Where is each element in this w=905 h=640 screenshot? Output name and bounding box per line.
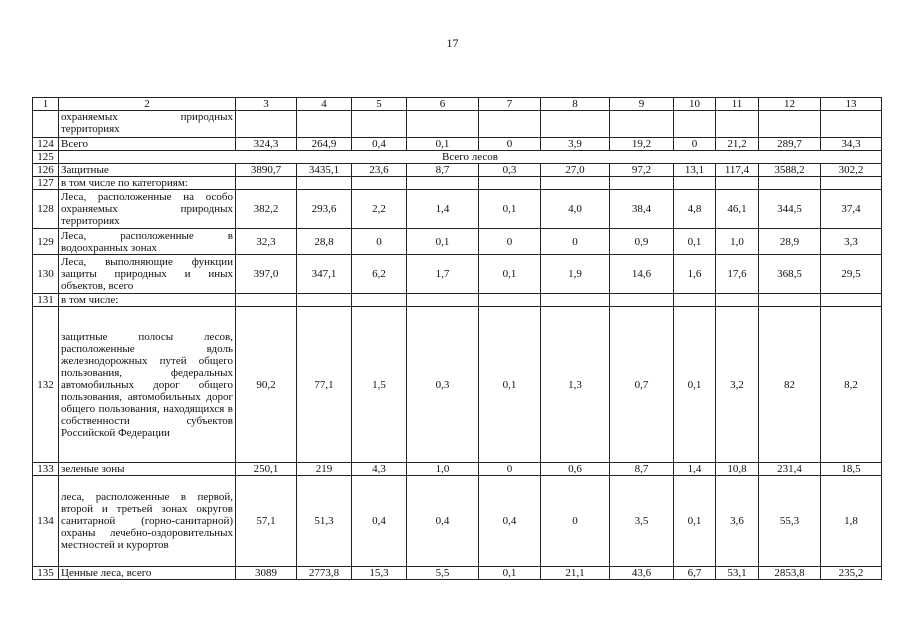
cell-value: 0,4 <box>407 476 479 567</box>
continuation-row <box>33 111 882 138</box>
cell-value: 0,9 <box>610 229 674 255</box>
cell-value: 289,7 <box>759 138 821 151</box>
row-label: Леса, расположенные на особо охраняемых природных территориях <box>59 190 236 229</box>
cell-value <box>821 294 882 307</box>
cell-value: 10,8 <box>716 463 759 476</box>
column-header: 7 <box>479 98 541 111</box>
cell-value: 0 <box>479 229 541 255</box>
cell-value: 17,6 <box>716 255 759 294</box>
cell-value: 0,7 <box>610 307 674 463</box>
row-number: 131 <box>33 294 59 307</box>
column-header: 12 <box>759 98 821 111</box>
column-header-row <box>33 98 882 111</box>
table-row <box>33 151 882 164</box>
cell-value: 3,6 <box>716 476 759 567</box>
cell-value: 0,1 <box>407 229 479 255</box>
cell-value: 3089 <box>236 567 297 580</box>
cell-value <box>352 177 407 190</box>
cell-value <box>610 294 674 307</box>
row-label: Всего <box>59 138 236 151</box>
cell-value <box>407 177 479 190</box>
table-row <box>33 567 882 580</box>
row-label: защитные полосы лесов, расположенные вдоль железнодорожных путей общего пользования, федеральных автомобильных дорог общего пользования, автомобильных дорог общего пользования, находящихся в собственности субъектов Российской Федерации <box>59 307 236 463</box>
cell-value: 219 <box>297 463 352 476</box>
cell-value: 0,6 <box>541 463 610 476</box>
cell-value <box>674 294 716 307</box>
cell-value: 0,3 <box>479 164 541 177</box>
cell-value <box>297 177 352 190</box>
row-number: 127 <box>33 177 59 190</box>
cell-value: 0,1 <box>479 567 541 580</box>
cell-value: 382,2 <box>236 190 297 229</box>
row-number <box>33 111 59 138</box>
cell-value: 21,1 <box>541 567 610 580</box>
page-number: 17 <box>446 36 459 50</box>
row-number: 134 <box>33 476 59 567</box>
column-header: 4 <box>297 98 352 111</box>
cell-value: 1,4 <box>674 463 716 476</box>
cell-value: 117,4 <box>716 164 759 177</box>
row-number: 125 <box>33 151 59 164</box>
cell-value: 29,5 <box>821 255 882 294</box>
cell-value <box>716 177 759 190</box>
cell-value: 21,2 <box>716 138 759 151</box>
column-header: 13 <box>821 98 882 111</box>
cell-value: 1,0 <box>407 463 479 476</box>
column-header: 10 <box>674 98 716 111</box>
cell-value: 368,5 <box>759 255 821 294</box>
cell-value: 14,6 <box>610 255 674 294</box>
cell-value: 0,4 <box>352 138 407 151</box>
cell-value: 1,9 <box>541 255 610 294</box>
cell-value: 23,6 <box>352 164 407 177</box>
continuation-label: охраняемых природных территориях <box>59 111 236 138</box>
cell-value: 77,1 <box>297 307 352 463</box>
table-row <box>33 307 882 463</box>
cell-value: 8,2 <box>821 307 882 463</box>
cell-value: 2853,8 <box>759 567 821 580</box>
cell-value: 4,3 <box>352 463 407 476</box>
row-label: Леса, расположенные в водоохранных зонах <box>59 229 236 255</box>
cell-value: 0,1 <box>479 190 541 229</box>
cell-value: 0 <box>479 138 541 151</box>
table-row <box>33 463 882 476</box>
cell-value <box>610 177 674 190</box>
cell-value: 2773,8 <box>297 567 352 580</box>
cell-value: 0 <box>674 138 716 151</box>
table-row <box>33 229 882 255</box>
cell-value: 4,0 <box>541 190 610 229</box>
cell-value <box>759 177 821 190</box>
cell-value: 6,2 <box>352 255 407 294</box>
cell-value: 0,1 <box>407 138 479 151</box>
row-label: Ценные леса, всего <box>59 567 236 580</box>
cell-value: 3,5 <box>610 476 674 567</box>
cell-value: 3588,2 <box>759 164 821 177</box>
cell-value: 0 <box>541 229 610 255</box>
cell-value: 0,1 <box>479 307 541 463</box>
column-header: 3 <box>236 98 297 111</box>
table-row <box>33 294 882 307</box>
cell-value: 250,1 <box>236 463 297 476</box>
cell-value: 324,3 <box>236 138 297 151</box>
cell-value <box>479 177 541 190</box>
cell-value: 34,3 <box>821 138 882 151</box>
row-label: Защитные <box>59 164 236 177</box>
cell-value <box>297 294 352 307</box>
cell-value: 19,2 <box>610 138 674 151</box>
column-header: 9 <box>610 98 674 111</box>
column-header: 1 <box>33 98 59 111</box>
cell-value: 0,1 <box>674 476 716 567</box>
cell-value: 28,8 <box>297 229 352 255</box>
cell-value <box>541 177 610 190</box>
cell-value: 32,3 <box>236 229 297 255</box>
cell-value: 53,1 <box>716 567 759 580</box>
column-header: 8 <box>541 98 610 111</box>
row-number: 129 <box>33 229 59 255</box>
cell-value <box>674 177 716 190</box>
cell-value: 43,6 <box>610 567 674 580</box>
cell-value: 1,5 <box>352 307 407 463</box>
cell-value: 5,5 <box>407 567 479 580</box>
cell-value <box>479 294 541 307</box>
table-row <box>33 164 882 177</box>
cell-value: 0 <box>541 476 610 567</box>
cell-value: 0 <box>352 229 407 255</box>
cell-value: 3890,7 <box>236 164 297 177</box>
cell-value: 3,2 <box>716 307 759 463</box>
cell-value: 231,4 <box>759 463 821 476</box>
cell-value: 97,2 <box>610 164 674 177</box>
cell-value <box>236 294 297 307</box>
cell-value: 344,5 <box>759 190 821 229</box>
cell-value: 4,8 <box>674 190 716 229</box>
cell-value: 0,4 <box>479 476 541 567</box>
cell-value: 302,2 <box>821 164 882 177</box>
cell-value: 264,9 <box>297 138 352 151</box>
cell-value: 235,2 <box>821 567 882 580</box>
cell-value: 13,1 <box>674 164 716 177</box>
cell-value: 1,3 <box>541 307 610 463</box>
cell-value: 18,5 <box>821 463 882 476</box>
cell-value: 0 <box>479 463 541 476</box>
row-number: 124 <box>33 138 59 151</box>
cell-value: 8,7 <box>407 164 479 177</box>
cell-value <box>352 294 407 307</box>
cell-value: 82 <box>759 307 821 463</box>
cell-value: 90,2 <box>236 307 297 463</box>
row-label: леса, расположенные в первой, второй и третьей зонах округов санитарной (горно-санитарной) охраны лечебно-оздоровительных местностей и курортов <box>59 476 236 567</box>
section-heading: Всего лесов <box>59 151 882 164</box>
row-label: Леса, выполняющие функции защиты природных и иных объектов, всего <box>59 255 236 294</box>
cell-value <box>541 294 610 307</box>
row-number: 126 <box>33 164 59 177</box>
cell-value: 37,4 <box>821 190 882 229</box>
column-header: 2 <box>59 98 236 111</box>
cell-value: 293,6 <box>297 190 352 229</box>
table-row <box>33 476 882 567</box>
cell-value <box>407 294 479 307</box>
cell-value: 1,4 <box>407 190 479 229</box>
row-label: в том числе: <box>59 294 236 307</box>
cell-value: 0,1 <box>479 255 541 294</box>
cell-value: 0,1 <box>674 307 716 463</box>
cell-value: 3,3 <box>821 229 882 255</box>
cell-value: 3,9 <box>541 138 610 151</box>
row-number: 135 <box>33 567 59 580</box>
cell-value: 0,1 <box>674 229 716 255</box>
row-number: 128 <box>33 190 59 229</box>
cell-value: 46,1 <box>716 190 759 229</box>
cell-value: 8,7 <box>610 463 674 476</box>
cell-value: 15,3 <box>352 567 407 580</box>
cell-value: 1,7 <box>407 255 479 294</box>
cell-value: 1,8 <box>821 476 882 567</box>
row-number: 133 <box>33 463 59 476</box>
cell-value: 57,1 <box>236 476 297 567</box>
cell-value: 28,9 <box>759 229 821 255</box>
cell-value: 0,3 <box>407 307 479 463</box>
cell-value: 3435,1 <box>297 164 352 177</box>
cell-value: 0,4 <box>352 476 407 567</box>
row-number: 130 <box>33 255 59 294</box>
table-row <box>33 255 882 294</box>
cell-value: 397,0 <box>236 255 297 294</box>
cell-value: 27,0 <box>541 164 610 177</box>
cell-value <box>821 177 882 190</box>
forest-data-table <box>32 97 882 580</box>
row-label: в том числе по категориям: <box>59 177 236 190</box>
table-row <box>33 138 882 151</box>
cell-value <box>759 294 821 307</box>
row-label: зеленые зоны <box>59 463 236 476</box>
cell-value: 38,4 <box>610 190 674 229</box>
cell-value: 347,1 <box>297 255 352 294</box>
table-row <box>33 190 882 229</box>
cell-value: 1,0 <box>716 229 759 255</box>
cell-value: 1,6 <box>674 255 716 294</box>
cell-value: 55,3 <box>759 476 821 567</box>
cell-value: 51,3 <box>297 476 352 567</box>
column-header: 5 <box>352 98 407 111</box>
row-number: 132 <box>33 307 59 463</box>
table-row <box>33 177 882 190</box>
cell-value: 6,7 <box>674 567 716 580</box>
cell-value <box>716 294 759 307</box>
column-header: 6 <box>407 98 479 111</box>
cell-value: 2,2 <box>352 190 407 229</box>
cell-value <box>236 177 297 190</box>
column-header: 11 <box>716 98 759 111</box>
